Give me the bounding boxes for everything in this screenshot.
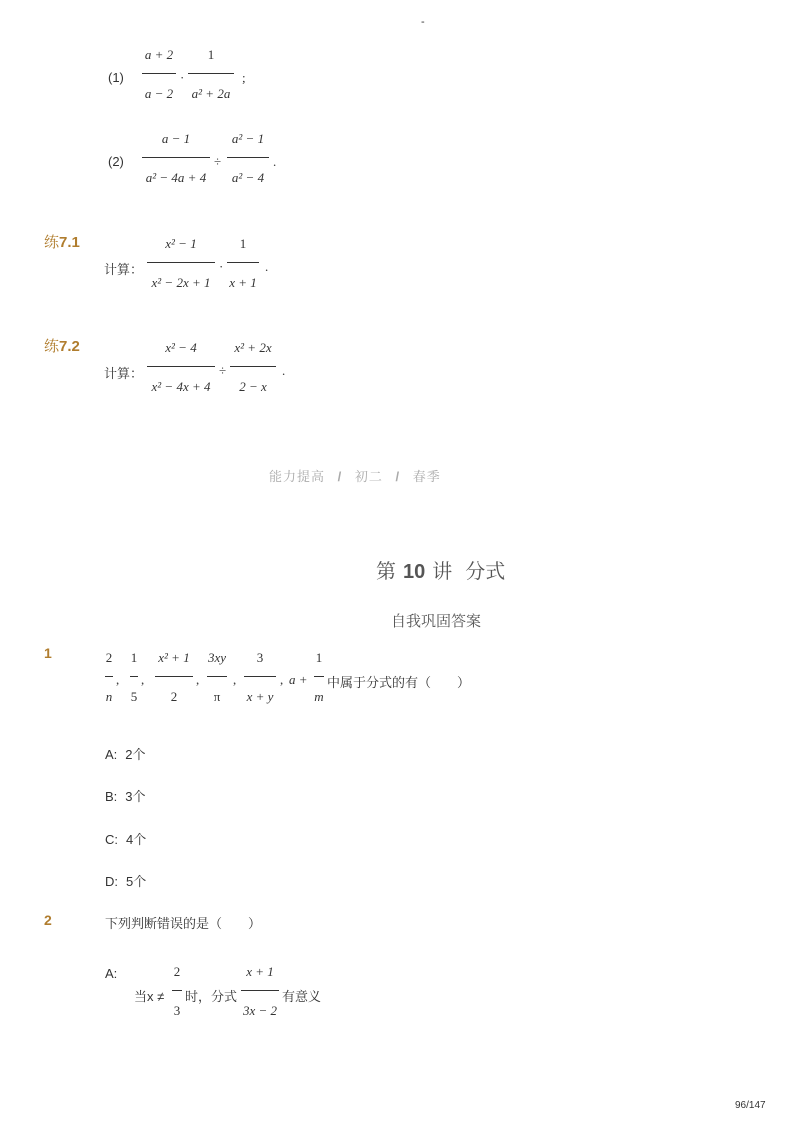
numerator: 1 [207, 47, 215, 62]
comma: , [233, 672, 237, 687]
comma: , [116, 672, 120, 687]
operator: ÷ [219, 363, 227, 378]
numerator: a − 1 [161, 131, 191, 146]
numerator: 1 [239, 236, 247, 251]
breadcrumb-item-1: 能力提高 [269, 469, 326, 484]
denominator: a² − 4a + 4 [145, 170, 207, 185]
numerator: 1 [130, 650, 138, 665]
practice-7-2-intro: 计算： [104, 366, 144, 381]
numerator: 2 [173, 964, 181, 979]
operator: ÷ [214, 154, 222, 169]
comma: , [141, 672, 145, 687]
denominator: x² − 4x + 4 [151, 379, 211, 394]
end-mark: . [265, 259, 269, 274]
numerator: 1 [315, 650, 323, 665]
denominator: a − 2 [144, 86, 174, 101]
numerator: a + 2 [144, 47, 174, 62]
comma: , [280, 672, 284, 687]
q1-fraction-3 [155, 650, 193, 705]
q2-option-a-mid: 时，分式 [185, 989, 238, 1004]
numerator: 3 [256, 650, 264, 665]
comma: , [196, 672, 200, 687]
numerator: x + 1 [246, 964, 274, 979]
q1-fraction-2 [130, 650, 138, 705]
problem-2-fraction-2 [227, 131, 269, 186]
numerator: x² + 2x [234, 340, 272, 355]
denominator: m [314, 689, 324, 704]
breadcrumb-separator: / [337, 469, 343, 484]
practice-7-1-label: 练7.1 [44, 234, 80, 251]
top-mark: - [421, 16, 425, 28]
operator: · [219, 259, 224, 274]
end-mark: . [282, 363, 286, 378]
denominator: π [213, 689, 221, 704]
q1-fraction-6 [314, 650, 324, 705]
denominator: n [105, 689, 113, 704]
q2-option-a-letter[interactable]: A: [105, 966, 118, 981]
problem-2-label: (2) [108, 154, 124, 169]
q1-fraction-5 [244, 650, 276, 705]
q2-fraction-1 [172, 964, 182, 1019]
practice-7-2-fraction-1 [147, 340, 215, 395]
problem-1-label: (1) [108, 70, 124, 85]
operator: · [180, 70, 185, 85]
numerator: x² − 4 [165, 340, 197, 355]
problem-2-fraction-1 [142, 131, 210, 186]
question-2-number: 2 [44, 912, 52, 928]
practice-7-1-intro: 计算： [104, 262, 144, 277]
numerator: a² − 1 [231, 131, 265, 146]
option-b[interactable]: B: 3个 [105, 789, 146, 804]
practice-7-1-fraction-2 [227, 236, 259, 291]
end-mark: ; [242, 70, 246, 85]
problem-1-fraction-1 [142, 47, 176, 102]
numerator: x² + 1 [158, 650, 190, 665]
numerator: 2 [105, 650, 113, 665]
q1-fraction-1 [105, 650, 113, 705]
page-number: 96/147 [735, 1100, 766, 1111]
q1-fraction-4 [207, 650, 227, 705]
lesson-title: 第 10 讲 分式 [376, 561, 506, 583]
denominator: a² + 2a [191, 86, 231, 101]
denominator: x + 1 [229, 275, 257, 290]
q2-option-a-pre: 当x ≠ [134, 989, 165, 1004]
q1-stem-text: 中属于分式的有（ ） [327, 675, 471, 690]
option-d[interactable]: D: 5个 [105, 874, 147, 889]
denominator: a² − 4 [231, 170, 265, 185]
section-title: 自我巩固答案 [391, 614, 482, 630]
denominator: 3 [173, 1003, 181, 1018]
breadcrumb [269, 466, 441, 485]
denominator: 5 [130, 689, 138, 704]
question-1-number: 1 [44, 645, 52, 661]
breadcrumb-item-2: 初二 [354, 469, 383, 484]
numerator: x² − 1 [165, 236, 197, 251]
denominator: 2 − x [239, 379, 267, 394]
q1-tail-prefix: a + [289, 672, 308, 687]
practice-7-2-label: 练7.2 [44, 338, 80, 355]
q2-option-a-post: 有意义 [282, 989, 322, 1004]
denominator: x² − 2x + 1 [151, 275, 211, 290]
breadcrumb-item-3: 春季 [412, 469, 441, 484]
option-c[interactable]: C: 4个 [105, 832, 147, 847]
q2-fraction-2 [241, 964, 279, 1019]
denominator: 2 [170, 689, 178, 704]
end-mark: . [273, 154, 277, 169]
denominator: x + y [246, 689, 274, 704]
denominator: 3x − 2 [242, 1003, 278, 1018]
option-a[interactable]: A: 2个 [105, 747, 146, 762]
numerator: 3xy [207, 650, 227, 665]
practice-7-2-fraction-2 [230, 340, 276, 395]
breadcrumb-separator: / [395, 469, 401, 484]
practice-7-1-fraction-1 [147, 236, 215, 291]
question-2-stem: 下列判断错误的是（ ） [105, 916, 262, 931]
problem-1-fraction-2 [188, 47, 234, 102]
